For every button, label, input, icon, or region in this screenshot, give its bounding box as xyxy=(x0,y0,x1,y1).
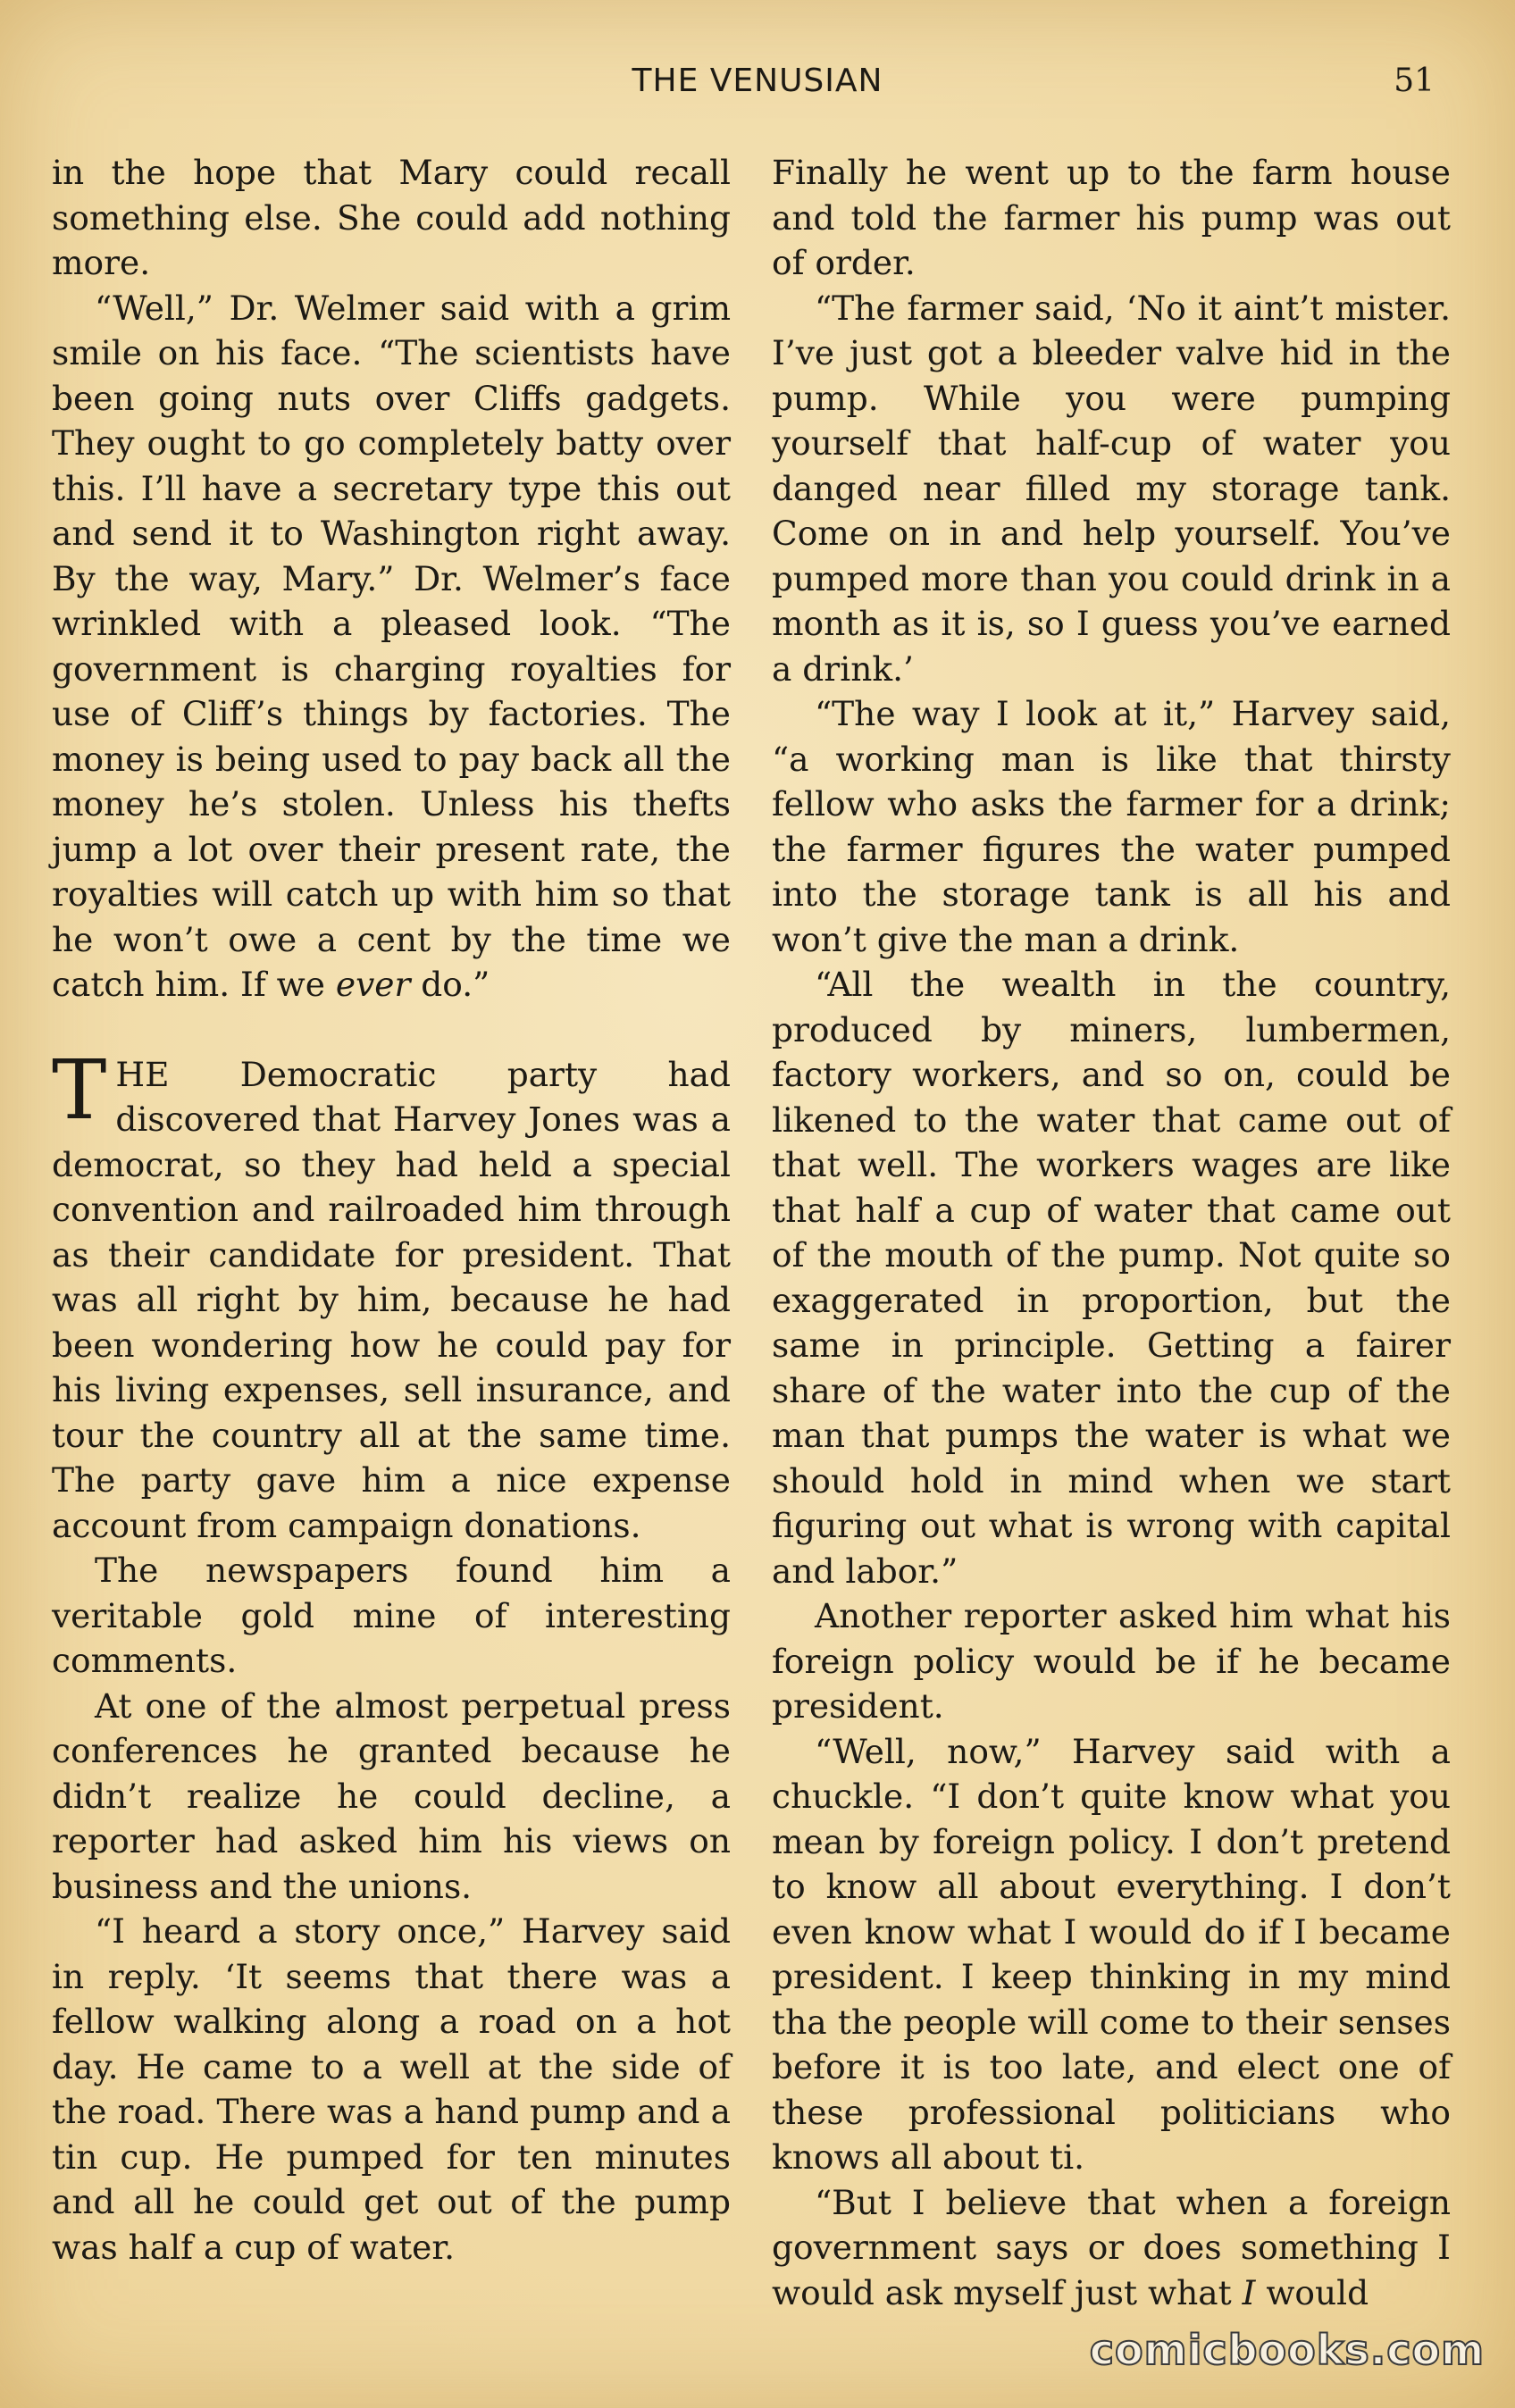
page-header xyxy=(0,63,1515,116)
paragraph: “The way I look at it,” Harvey said, “a working man is like that thirsty fellow who asks the farmer for a drink; the farmer figures the water pumped into the storage tank is all his and won’t give the man a drink. xyxy=(772,694,1451,959)
watermark-logo: comicbooks.com xyxy=(1089,2326,1485,2374)
emphasis: I xyxy=(1242,2272,1256,2312)
paragraph: Finally he went up to the farm house and told the farmer his pump was out of order. xyxy=(772,153,1451,282)
paragraph: “I heard a story once,” Harvey said in reply. ‘It seems that there was a fellow walking along a road on a hot day. He came to a well at the side of the road. There was a hand pump and a tin cup. He pumped for ten minutes and all he could get out of the pump was half a cup of water. xyxy=(52,1911,731,2267)
paragraph: The newspapers found him a veritable gold mine of interesting comments. xyxy=(52,1551,731,1680)
paragraph: “All the wealth in the country, produced by miners, lumbermen, factory workers, and so on, could be likened to the water that came out of that well. The workers wages are like that half a cup of water that came out of the mouth of the pump. Not quite so exaggerated in proportion, but the same in principle. Getting a fairer share of the water into the cup of the man that pumps the water is what we should hold in mind when we start figuring out what is wrong with capital and labor.” xyxy=(772,965,1451,1591)
text-run: “Well,” Dr. Welmer said with a grim smile on his face. “The scientists have been going nuts over Cliffs gadgets. They ought to go completely batty over this. I’ll have a secretary type this out and send it to Washington right away. By the way, Mary.” Dr. Welmer’s face wrinkled with a pleased look. “The government is charging royalties for use of Cliff’s things by factories. The money is being used to pay back all the money he’s stolen. Unless his thefts jump a lot over their present rate, the royalties will catch up with him so that he won’t owe a cent by the time we catch him. If we xyxy=(52,288,731,1004)
paragraph: in the hope that Mary could recall something else. She could add nothing more. xyxy=(52,153,731,282)
paragraph: Another reporter asked him what his foreign policy would be if he became president. xyxy=(772,1596,1451,1726)
text-run: HE Democratic party had discovered that Harvey Jones was a democrat, so they had held a special convention and railroaded him through as their candidate for president. That was all right by him, because he had been wondering how he could pay for his living expenses, sell insurance, and tour the country all at the same time. The party gave him a nice expense account from campaign donations. xyxy=(52,1054,731,1545)
paragraph xyxy=(52,286,731,1008)
paragraph: “The farmer said, ‘No it aint’t mister. I’ve just got a bleeder valve hid in the pump. While you were pumping yourself that half-cup of water you danged near filled my storage tank. Come on in and help yourself. You’ve pumped more than you could drink in a month as it is, so I guess you’ve earned a drink.’ xyxy=(772,288,1451,689)
left-column xyxy=(52,150,731,2270)
text-run: do.” xyxy=(410,965,490,1004)
text-run: would xyxy=(1255,2272,1369,2312)
section-opening-paragraph xyxy=(52,1041,731,1549)
paragraph xyxy=(772,2180,1451,2316)
right-column xyxy=(772,150,1451,2315)
page-number: 51 xyxy=(1394,63,1435,99)
paragraph: At one of the almost perpetual press conferences he granted because he didn’t realize he could decline, a reporter had asked him his views on business and the unions. xyxy=(52,1685,731,1906)
paragraph: “Well, now,” Harvey said with a chuckle. “I don’t quite know what you mean by foreign policy. I don’t pretend to know all about everything. I don’t even know what I would do if I became president. I keep thinking in my mind tha the people will come to their senses before it is too late, and elect one of these professional politicians who knows all about ti. xyxy=(772,1731,1451,2177)
drop-cap: T xyxy=(52,1041,107,1138)
emphasis: ever xyxy=(335,965,411,1004)
running-title: THE VENUSIAN xyxy=(632,63,883,99)
text-run: “But I believe that when a foreign government says or does something I would ask myself just what xyxy=(772,2182,1451,2312)
